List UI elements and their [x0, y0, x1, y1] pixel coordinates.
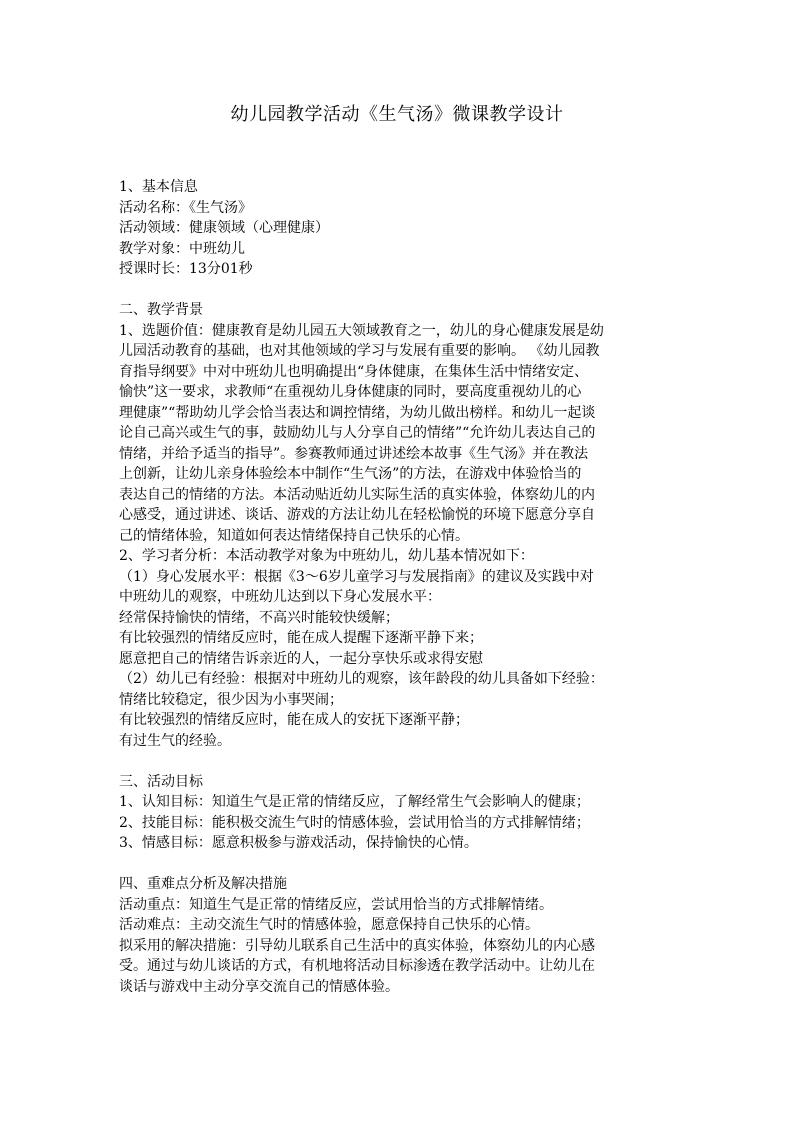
section-spacer [119, 854, 679, 875]
paragraph-line: 上创新，让幼儿亲身体验绘本中制作“生气汤”的方法，在游戏中体验恰当的 [119, 466, 582, 482]
paragraph-line: 有过生气的经验。 [119, 732, 231, 749]
paragraph-line: 育指导纲要》中对中班幼儿也明确提出“身体健康，在集体生活中情绪安定、 [119, 363, 589, 380]
paragraph-line: （1）身心发展水平：根据《3～6岁儿童学习与发展指南》的建议及实践中对 [119, 568, 594, 585]
paragraph-line: 3、情感目标：愿意积极参与游戏活动，保持愉快的心情。 [119, 835, 478, 851]
paragraph-line: 经常保持愉快的情绪，不高兴时能较快缓解； [119, 609, 399, 626]
document-title: 幼儿园教学活动《生气汤》微课教学设计 [230, 104, 564, 125]
paragraph-line: 情绪比较稳定，很少因为小事哭闹； [119, 691, 343, 708]
document-body [119, 177, 679, 997]
paragraph-line: 情绪，并给予适当的指导”。参赛教师通过讲述绘本故事《生气汤》并在教法 [119, 445, 589, 462]
paragraph-line: 中班幼儿的观察，中班幼儿达到以下身心发展水平： [119, 589, 441, 605]
paragraph-line: 理健康”“帮助幼儿学会恰当表达和调控情绪，为幼儿做出榜样。和幼儿一起谈 [119, 404, 596, 421]
section-key-difficulties [119, 874, 679, 997]
paragraph-line: 己的情绪体验，知道如何表达情绪保持自己快乐的心情。 [119, 527, 469, 544]
paragraph-line: 愿意把自己的情绪告诉亲近的人，一起分享快乐或求得安慰 [119, 650, 483, 667]
section-heading: 四、重难点分析及解决措施 [119, 876, 287, 892]
paragraph-line: 愉快”这一要求，求教师“在重视幼儿身体健康的同时，要高度重视幼儿的心 [119, 384, 582, 400]
paragraph-line: 1、选题价值：健康教育是幼儿园五大领域教育之一，幼儿的身心健康发展是幼 [119, 322, 604, 339]
paragraph-line: 受。通过与幼儿谈话的方式，有机地将活动目标渗透在教学活动中。让幼儿在 [119, 958, 595, 974]
section-heading: 1、基本信息 [119, 179, 198, 195]
paragraph-line: 活动名称：《生气汤》 [119, 199, 252, 216]
paragraph-line: 1、认知目标：知道生气是正常的情绪反应，了解经常生气会影响人的健康； [119, 794, 590, 810]
paragraph-line: 心感受，通过讲述、谈话、游戏的方法让幼儿在轻松愉悦的环境下愿意分享自 [119, 507, 595, 523]
paragraph-line: 活动难点：主动交流生气时的情感体验，愿意保持自己快乐的心情。 [119, 917, 539, 933]
section-spacer [119, 751, 679, 772]
section-heading: 三、活动目标 [119, 773, 203, 790]
paragraph-line: 拟采用的解决措施：引导幼儿联系自己生活中的真实体验，体察幼儿的内心感 [119, 937, 595, 954]
paragraph-line: 2、学习者分析：本活动教学对象为中班幼儿，幼儿基本情况如下： [119, 548, 534, 564]
section-activity-goals [119, 772, 679, 854]
section-basic-info [119, 177, 679, 280]
paragraph-line: （2）幼儿已有经验：根据对中班幼儿的观察，该年龄段的幼儿具备如下经验： [119, 671, 604, 687]
paragraph-line: 有比较强烈的情绪反应时，能在成人提醒下逐渐平静下来； [119, 630, 483, 646]
paragraph-line: 授课时长：13分01秒 [119, 261, 253, 277]
paragraph-line: 表达自己的情绪的方法。本活动贴近幼儿实际生活的真实体验，体察幼儿的内 [119, 486, 595, 503]
paragraph-line: 活动重点：知道生气是正常的情绪反应，尝试用恰当的方式排解情绪。 [119, 896, 553, 913]
paragraph-line: 儿园活动教育的基础，也对其他领域的学习与发展有重要的影响。 《幼儿园教 [119, 343, 600, 359]
paragraph-line: 有比较强烈的情绪反应时，能在成人的安抚下逐渐平静； [119, 712, 469, 728]
paragraph-line: 论自己高兴或生气的事，鼓励幼儿与人分享自己的情绪”“允许幼儿表达自己的 [119, 425, 596, 441]
section-teaching-background [119, 300, 679, 751]
section-spacer [119, 280, 679, 301]
paragraph-line: 活动领域：健康领域（心理健康） [119, 220, 329, 236]
paragraph-line: 2、技能目标：能积极交流生气时的情感体验，尝试用恰当的方式排解情绪； [119, 814, 590, 831]
section-heading: 二、教学背景 [119, 302, 203, 318]
paragraph-line: 谈话与游戏中主动分享交流自己的情感体验。 [119, 978, 399, 995]
paragraph-line: 教学对象：中班幼儿 [119, 240, 245, 257]
